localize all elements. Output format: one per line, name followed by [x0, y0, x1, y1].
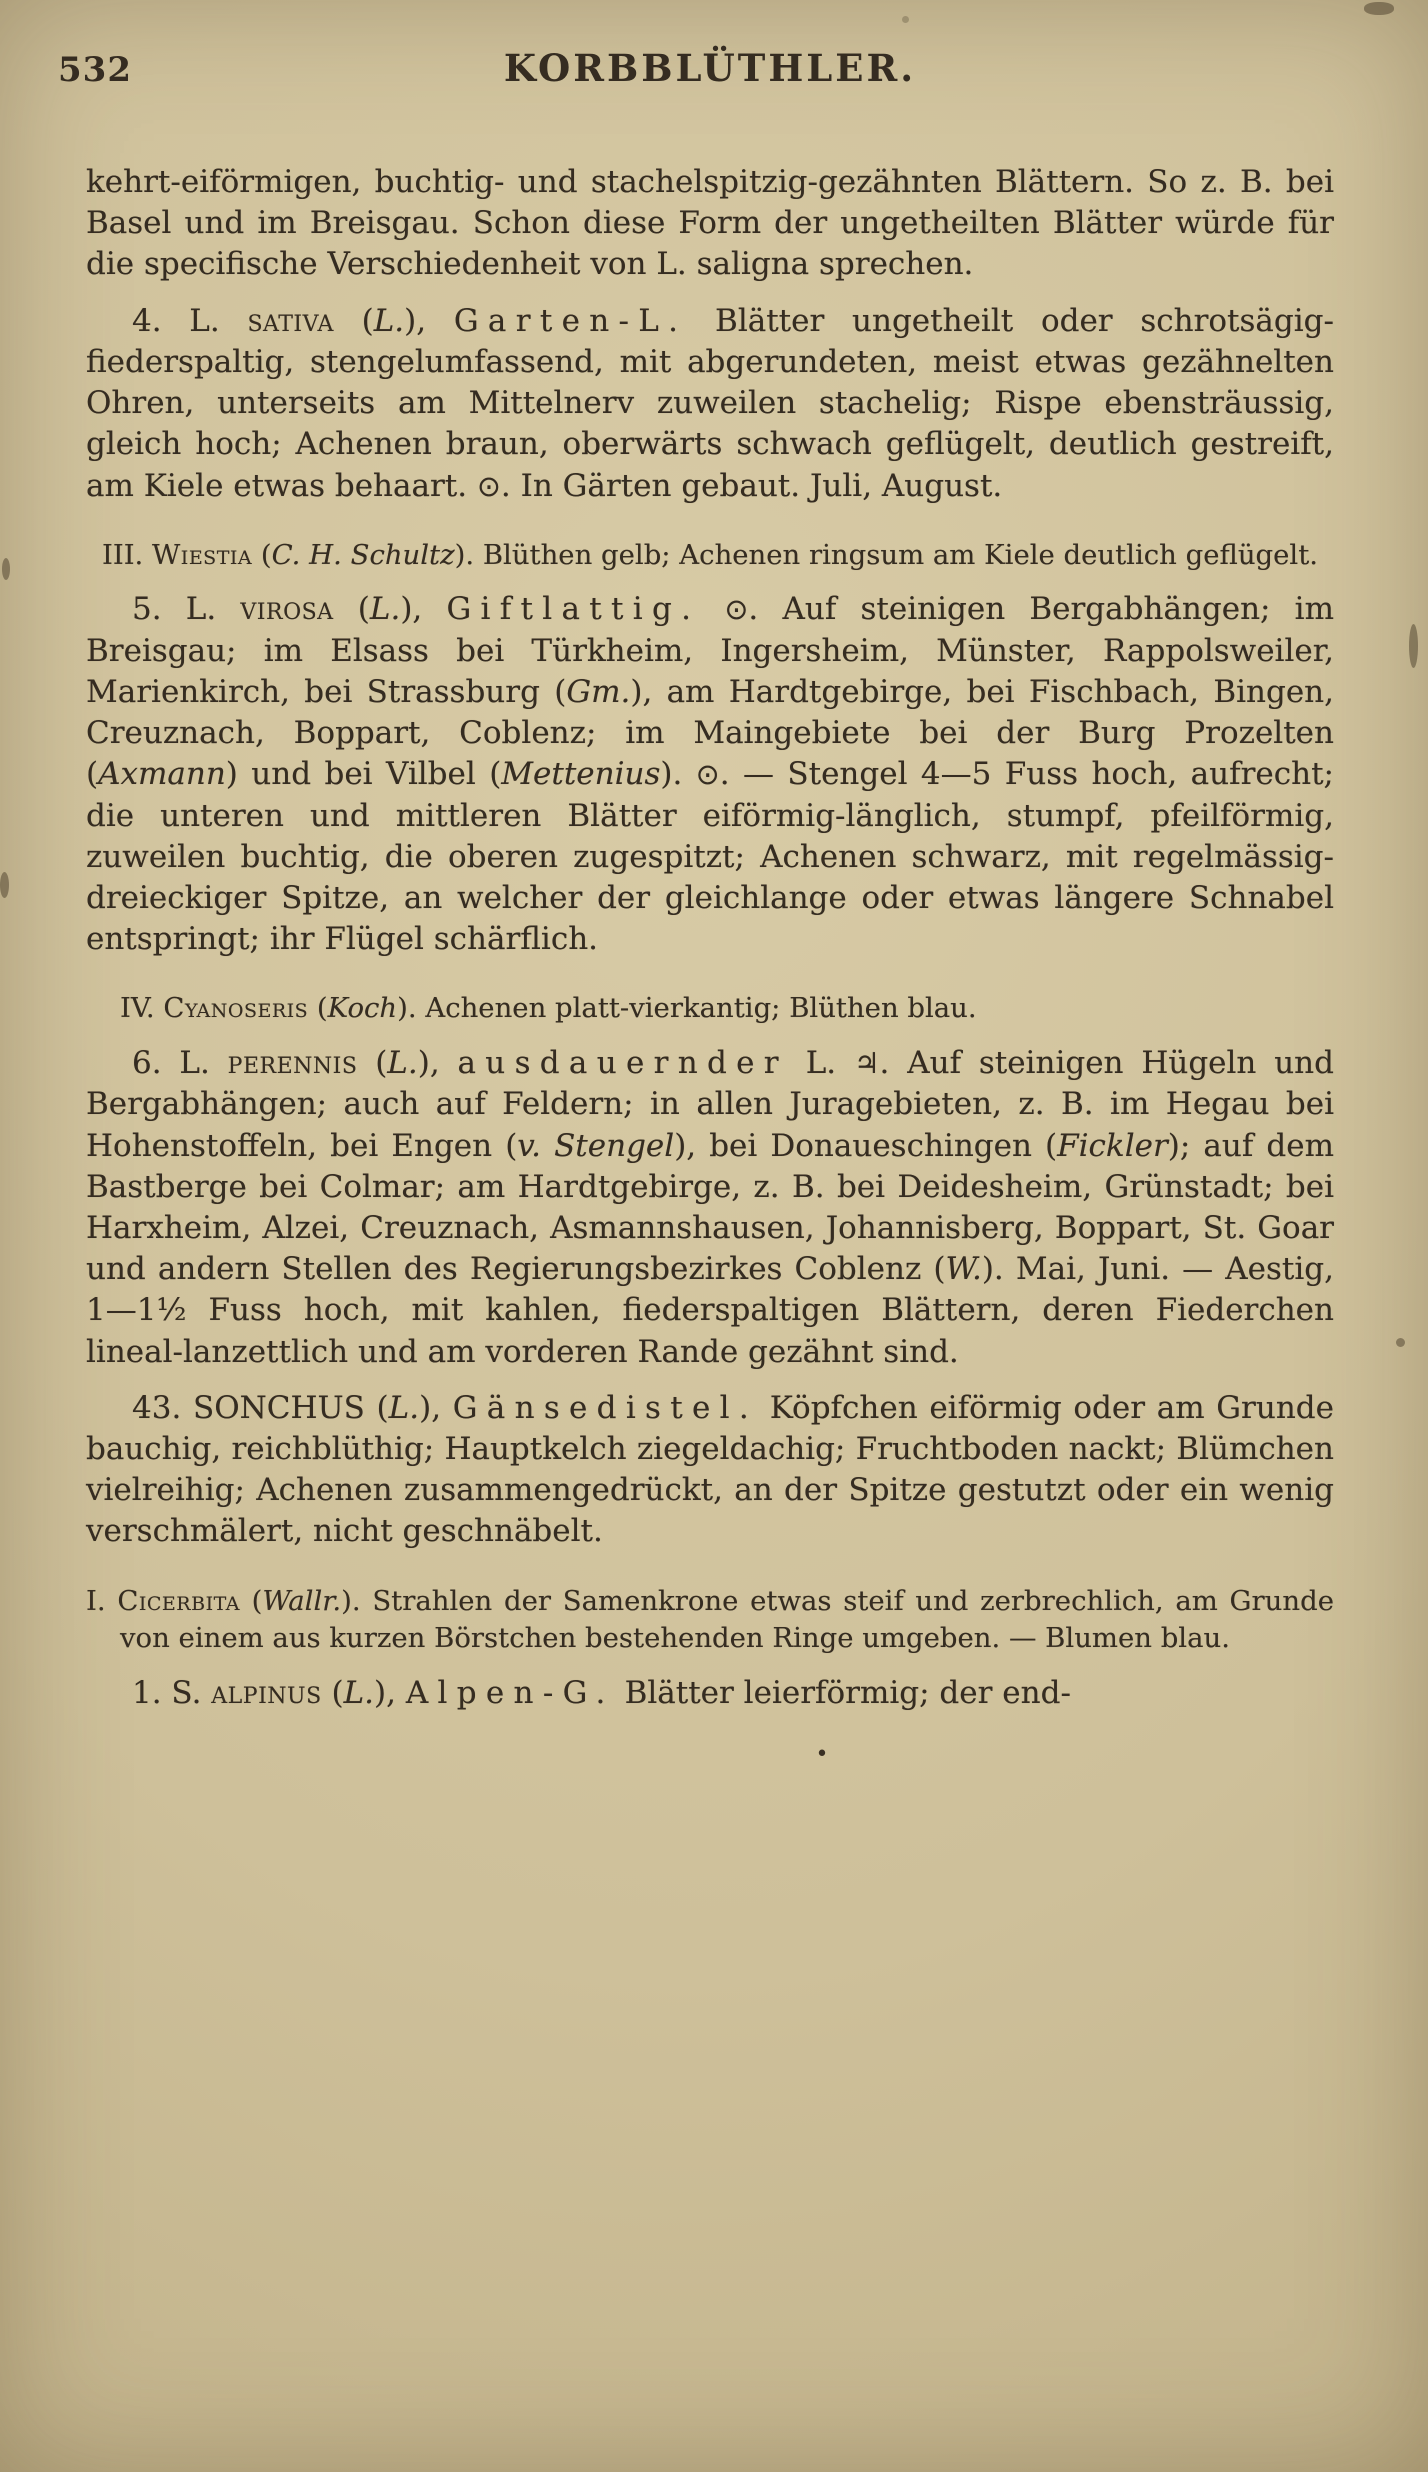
botanical-symbol: ⊙ — [724, 593, 749, 627]
species-entry-lactuca-perennis: 6. L. perennis (L.), ausdauernder L. ♃. Auf steinigen Hügeln und Bergabhängen; auch auf Feldern; in allen Juragebieten, z. B. im Hegau bei Hohenstoffeln, bei Engen (v. Stengel), bei Donaueschingen (Fickler); auf dem Bastberge bei Colmar; am Hardtgebirge, z. B. bei Deidesheim, Grünstadt; bei Harxheim, Alzei, Creuznach, Asmannshausen, Johannisberg, Boppart, St. Goar und andern Stellen des Regierungsbezirkes Coblenz (W.). Mai, Juni. — Aestig, 1—1½ Fuss hoch, mit kahlen, fiederspaltigen Blättern, deren Fiederchen lineal-lanzettlich und am vorderen Rande gezähnt sind. — [86, 1045, 1334, 1370]
paragraph-continuation: kehrt-eiförmigen, buchtig- und stachelspitzig-gezähnten Blättern. So z. B. bei Basel und im Breisgau. Schon diese Form der ungetheilten Blätter würde für die specifische Verschiedenheit von L. saligna sprechen. — [86, 164, 1334, 283]
ink-speck — [0, 872, 9, 898]
ink-speck — [2, 558, 10, 580]
species-entry-lactuca-virosa: 5. L. virosa (L.), Giftlattig. ⊙. Auf steinigen Bergabhängen; im Breisgau; im Elsass bei Türkheim, Ingersheim, Münster, Rappolsweiler, Marienkirch, bei Strassburg (Gm.), am Hardtgebirge, bei Fischbach, Bingen, Creuznach, Boppart, Coblenz; im Maingebiete bei der Burg Prozelten (Axmann) und bei Vilbel (Mettenius). ⊙. — Stengel 4—5 Fuss hoch, aufrecht; die unteren und mittleren Blätter eiförmig-länglich, stumpf, pfeilförmig, zuweilen buchtig, die oberen zugespitzt; Achenen schwarz, mit regelmässig-dreieckiger Spitze, an welcher der gleichlange oder etwas längere Schnabel entspringt; ihr Flügel schärflich. — [86, 591, 1334, 958]
section-heading-cicerbita: I. Cicerbita (Wallr.). Strahlen der Samenkrone etwas steif und zerbrechlich, am Grunde von einem aus kurzen Börstchen bestehenden Ringe umgeben. — Blumen blau. — [86, 1584, 1334, 1655]
ink-speck — [902, 16, 909, 23]
text-body — [86, 162, 1334, 1714]
genus-entry-sonchus: 43. SONCHUS (L.), Gänsedistel. Köpfchen eiförmig oder am Grunde bauchig, reichblüthig; Hauptkelch ziegeldachig; Fruchtboden nackt; Blümchen vielreihig; Achenen zusammengedrückt, an der Spitze gestutzt oder ein wenig verschmälert, nicht geschnäbelt. — [86, 1389, 1334, 1550]
species-entry-lactuca-sativa: 4. L. sativa (L.), Garten-L. Blätter ungetheilt oder schrotsägig-fiederspaltig, stengelumfassend, mit abgerundeten, meist etwas gezähnelten Ohren, unterseits am Mittelnerv zuweilen stachelig; Rispe ebensträussig, gleich hoch; Achenen braun, oberwärts schwach geflügelt, deutlich gestreift, am Kiele etwas behaart. ⊙. In Gärten gebaut. Juli, August. — [86, 302, 1334, 504]
signature-mark: • — [815, 1742, 829, 1768]
ink-speck — [1409, 624, 1418, 668]
section-heading-cyanoseris: IV. Cyanoseris (Koch). Achenen platt-vierkantig; Blüthen blau. — [120, 992, 977, 1025]
section-heading-wiestia: III. Wiestia (C. H. Schultz). Blüthen gelb; Achenen ringsum am Kiele deutlich geflügelt. — [101, 538, 1319, 571]
page-number: 532 — [58, 50, 132, 90]
ink-speck — [1396, 1338, 1405, 1347]
botanical-symbol: ⊙ — [695, 758, 720, 792]
botanical-symbol: ♃ — [853, 1047, 880, 1081]
page-title: KORBBLÜTHLER. — [503, 46, 917, 90]
ink-speck — [1364, 2, 1394, 15]
page-header — [58, 46, 1334, 104]
text-column — [58, 46, 1334, 1768]
species-entry-sonchus-alpinus: 1. S. alpinus (L.), Alpen-G. Blätter leierförmig; der end- — [132, 1675, 1071, 1712]
botanical-symbol: ⊙ — [476, 469, 501, 503]
